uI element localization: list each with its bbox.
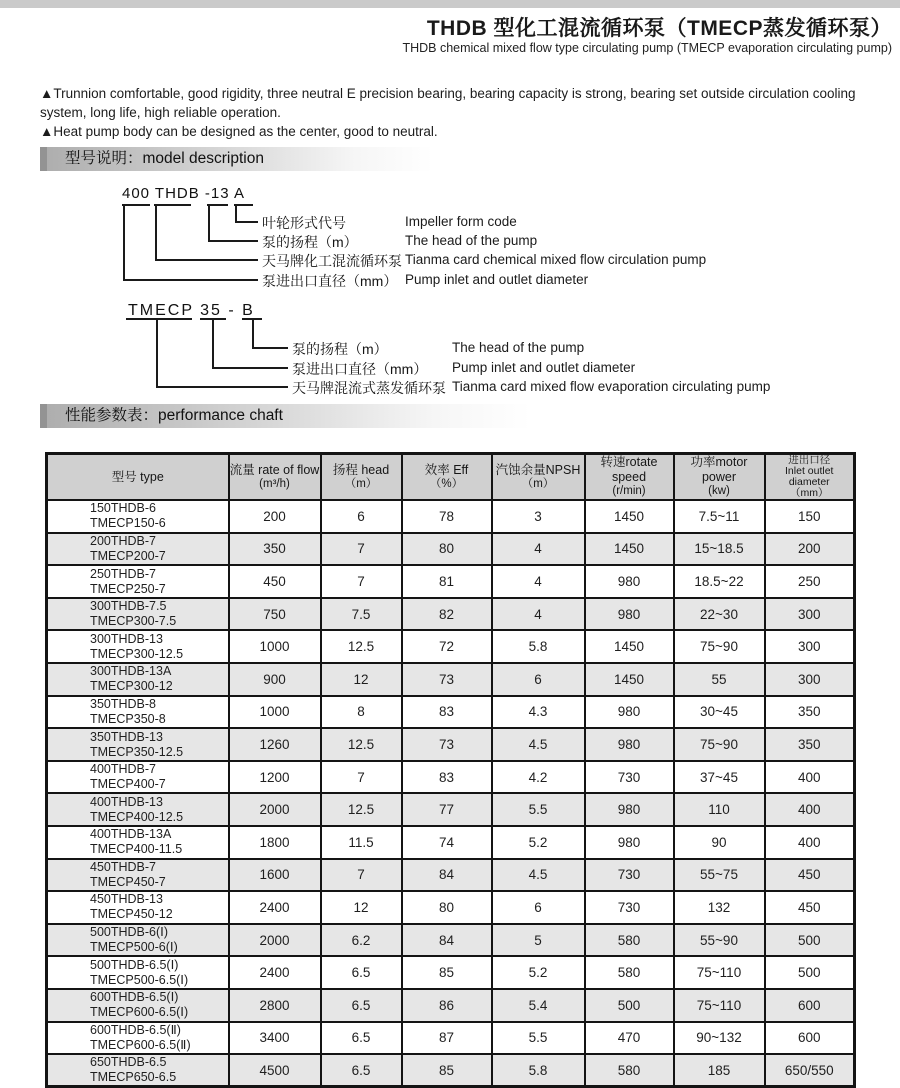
pump-type-cell: 300THDB-13A TMECP300-12	[47, 663, 229, 696]
value-cell: 980	[585, 565, 674, 598]
value-cell: 4	[492, 598, 585, 631]
performance-table	[45, 452, 856, 1088]
value-cell: 470	[585, 1022, 674, 1055]
value-cell: 980	[585, 598, 674, 631]
pump-type-cell: 350THDB-13 TMECP350-12.5	[47, 728, 229, 761]
pump-type-cell: 250THDB-7 TMECP250-7	[47, 565, 229, 598]
value-cell: 1450	[585, 630, 674, 663]
value-cell: 37~45	[674, 761, 765, 794]
feature-bullet-2: ▲Heat pump body can be designed as the center, good to neutral.	[40, 124, 438, 139]
value-cell: 450	[765, 891, 855, 924]
value-cell: 400	[765, 761, 855, 794]
value-cell: 500	[765, 924, 855, 957]
value-cell: 1260	[229, 728, 321, 761]
value-cell: 12	[321, 891, 402, 924]
value-cell: 3	[492, 500, 585, 533]
table-row	[47, 793, 855, 826]
value-cell: 2800	[229, 989, 321, 1022]
pump-type-cell: 600THDB-6.5(Ⅱ) TMECP600-6.5(Ⅱ)	[47, 1022, 229, 1055]
table-row	[47, 728, 855, 761]
value-cell: 73	[402, 728, 492, 761]
value-cell: 2000	[229, 924, 321, 957]
diagram-label-en: The head of the pump	[452, 340, 585, 355]
table-row	[47, 630, 855, 663]
value-cell: 5.8	[492, 630, 585, 663]
pump-type-cell: 300THDB-7.5 TMECP300-7.5	[47, 598, 229, 631]
diagram-label-en: Tianma card mixed flow evaporation circulating pump	[452, 379, 771, 394]
pump-type-cell: 450THDB-7 TMECP450-7	[47, 859, 229, 892]
value-cell: 450	[765, 859, 855, 892]
table-row	[47, 924, 855, 957]
value-cell: 75~110	[674, 989, 765, 1022]
value-cell: 3400	[229, 1022, 321, 1055]
value-cell: 580	[585, 1054, 674, 1087]
value-cell: 85	[402, 956, 492, 989]
value-cell: 12.5	[321, 630, 402, 663]
value-cell: 600	[765, 1022, 855, 1055]
model-code-thdb: 400 THDB -13 A	[122, 185, 245, 202]
value-cell: 85	[402, 1054, 492, 1087]
section-header-model-description: 型号说明：model description	[40, 147, 433, 171]
value-cell: 72	[402, 630, 492, 663]
value-cell: 350	[229, 533, 321, 566]
value-cell: 6.5	[321, 989, 402, 1022]
value-cell: 7	[321, 565, 402, 598]
value-cell: 300	[765, 630, 855, 663]
value-cell: 4500	[229, 1054, 321, 1087]
value-cell: 7	[321, 533, 402, 566]
pump-type-cell: 400THDB-13A TMECP400-11.5	[47, 826, 229, 859]
column-header-head: 扬程 head （m）	[321, 454, 402, 501]
diagram-label-cn: 泵进出口直径（mm）	[262, 273, 398, 289]
value-cell: 7	[321, 761, 402, 794]
table-row	[47, 761, 855, 794]
table-row	[47, 598, 855, 631]
value-cell: 7	[321, 859, 402, 892]
value-cell: 83	[402, 696, 492, 729]
value-cell: 1000	[229, 630, 321, 663]
model-code-diagram-thdb	[0, 185, 900, 297]
value-cell: 5.5	[492, 793, 585, 826]
table-row	[47, 500, 855, 533]
pump-type-cell: 650THDB-6.5 TMECP650-6.5	[47, 1054, 229, 1087]
value-cell: 12.5	[321, 793, 402, 826]
value-cell: 7.5~11	[674, 500, 765, 533]
table-row	[47, 663, 855, 696]
value-cell: 1600	[229, 859, 321, 892]
value-cell: 30~45	[674, 696, 765, 729]
diagram-label-cn: 泵的扬程（m）	[292, 341, 388, 357]
value-cell: 5.8	[492, 1054, 585, 1087]
value-cell: 900	[229, 663, 321, 696]
value-cell: 6.2	[321, 924, 402, 957]
value-cell: 5.5	[492, 1022, 585, 1055]
value-cell: 980	[585, 826, 674, 859]
value-cell: 6.5	[321, 956, 402, 989]
diagram-label-cn: 泵进出口直径（mm）	[292, 361, 428, 377]
value-cell: 81	[402, 565, 492, 598]
value-cell: 78	[402, 500, 492, 533]
value-cell: 8	[321, 696, 402, 729]
value-cell: 600	[765, 989, 855, 1022]
value-cell: 6	[321, 500, 402, 533]
table-row	[47, 1054, 855, 1087]
value-cell: 4.2	[492, 761, 585, 794]
value-cell: 580	[585, 924, 674, 957]
value-cell: 6.5	[321, 1022, 402, 1055]
column-header-flow: 流量 rate of flow (m³/h)	[229, 454, 321, 501]
value-cell: 73	[402, 663, 492, 696]
diagram-label-en: Pump inlet and outlet diameter	[405, 272, 589, 287]
value-cell: 650/550	[765, 1054, 855, 1087]
value-cell: 200	[229, 500, 321, 533]
pump-type-cell: 600THDB-6.5(Ⅰ) TMECP600-6.5(Ⅰ)	[47, 989, 229, 1022]
value-cell: 580	[585, 956, 674, 989]
column-header-diameter: 进出口径 Inlet outlet diameter （mm）	[765, 454, 855, 501]
value-cell: 450	[229, 565, 321, 598]
value-cell: 200	[765, 533, 855, 566]
value-cell: 300	[765, 598, 855, 631]
value-cell: 77	[402, 793, 492, 826]
value-cell: 1450	[585, 533, 674, 566]
value-cell: 12.5	[321, 728, 402, 761]
diagram-label-en: Tianma card chemical mixed flow circulation pump	[405, 252, 707, 267]
value-cell: 74	[402, 826, 492, 859]
table-row	[47, 859, 855, 892]
value-cell: 83	[402, 761, 492, 794]
column-header-power: 功率motor power (kw)	[674, 454, 765, 501]
value-cell: 2400	[229, 891, 321, 924]
value-cell: 75~90	[674, 728, 765, 761]
value-cell: 750	[229, 598, 321, 631]
table-row	[47, 533, 855, 566]
section-header-performance: 性能参数表：performance chaft	[40, 404, 531, 428]
value-cell: 730	[585, 859, 674, 892]
feature-bullets	[40, 84, 872, 141]
pump-type-cell: 500THDB-6.5(Ⅰ) TMECP500-6.5(Ⅰ)	[47, 956, 229, 989]
value-cell: 75~90	[674, 630, 765, 663]
value-cell: 730	[585, 761, 674, 794]
pump-type-cell: 150THDB-6 TMECP150-6	[47, 500, 229, 533]
diagram-label-en: Impeller form code	[405, 214, 517, 229]
diagram-label-cn: 天马牌混流式蒸发循环泵	[292, 380, 446, 396]
value-cell: 980	[585, 728, 674, 761]
value-cell: 730	[585, 891, 674, 924]
table-header-row	[47, 454, 855, 501]
value-cell: 55~75	[674, 859, 765, 892]
value-cell: 80	[402, 533, 492, 566]
value-cell: 4	[492, 565, 585, 598]
value-cell: 5.2	[492, 956, 585, 989]
page-subtitle: THDB chemical mixed flow type circulating pump (TMECP evaporation circulating pump)	[402, 41, 892, 55]
value-cell: 18.5~22	[674, 565, 765, 598]
value-cell: 55	[674, 663, 765, 696]
model-code-diagram-tmecp	[0, 302, 900, 402]
column-header-eff: 效率 Eff （%）	[402, 454, 492, 501]
value-cell: 4.5	[492, 728, 585, 761]
feature-bullet-1: ▲Trunnion comfortable, good rigidity, three neutral E precision bearing, bearing capacity is strong, bearing set outside circulation cooling system, long life, high reliable operation.	[40, 86, 856, 120]
table-row	[47, 989, 855, 1022]
value-cell: 1450	[585, 663, 674, 696]
table-row	[47, 956, 855, 989]
value-cell: 6.5	[321, 1054, 402, 1087]
pump-type-cell: 300THDB-13 TMECP300-12.5	[47, 630, 229, 663]
value-cell: 90	[674, 826, 765, 859]
value-cell: 4.5	[492, 859, 585, 892]
value-cell: 150	[765, 500, 855, 533]
pump-type-cell: 350THDB-8 TMECP350-8	[47, 696, 229, 729]
value-cell: 2000	[229, 793, 321, 826]
value-cell: 5.2	[492, 826, 585, 859]
pump-type-cell: 450THDB-13 TMECP450-12	[47, 891, 229, 924]
page-title: THDB 型化工混流循环泵（TMECP蒸发循环泵）	[426, 17, 892, 40]
value-cell: 350	[765, 696, 855, 729]
value-cell: 1200	[229, 761, 321, 794]
value-cell: 1450	[585, 500, 674, 533]
value-cell: 500	[765, 956, 855, 989]
value-cell: 5	[492, 924, 585, 957]
column-header-npsh: 汽蚀余量NPSH （m）	[492, 454, 585, 501]
value-cell: 1800	[229, 826, 321, 859]
value-cell: 300	[765, 663, 855, 696]
pump-type-cell: 500THDB-6(Ⅰ) TMECP500-6(Ⅰ)	[47, 924, 229, 957]
value-cell: 400	[765, 826, 855, 859]
diagram-label-en: Pump inlet and outlet diameter	[452, 360, 636, 375]
value-cell: 22~30	[674, 598, 765, 631]
value-cell: 87	[402, 1022, 492, 1055]
diagram-label-cn: 天马牌化工混流循环泵	[262, 253, 402, 269]
table-row	[47, 1022, 855, 1055]
value-cell: 80	[402, 891, 492, 924]
value-cell: 90~132	[674, 1022, 765, 1055]
model-code-tmecp: TMECP 35 - B	[128, 302, 255, 319]
value-cell: 1000	[229, 696, 321, 729]
value-cell: 980	[585, 696, 674, 729]
pump-type-cell: 200THDB-7 TMECP200-7	[47, 533, 229, 566]
value-cell: 7.5	[321, 598, 402, 631]
page-top-band	[0, 0, 900, 8]
value-cell: 6	[492, 891, 585, 924]
diagram-label-cn: 叶轮形式代号	[262, 215, 346, 231]
value-cell: 55~90	[674, 924, 765, 957]
value-cell: 4	[492, 533, 585, 566]
value-cell: 2400	[229, 956, 321, 989]
table-row	[47, 826, 855, 859]
value-cell: 980	[585, 793, 674, 826]
value-cell: 84	[402, 924, 492, 957]
value-cell: 350	[765, 728, 855, 761]
table-row	[47, 565, 855, 598]
table-row	[47, 696, 855, 729]
value-cell: 6	[492, 663, 585, 696]
value-cell: 75~110	[674, 956, 765, 989]
value-cell: 185	[674, 1054, 765, 1087]
pump-type-cell: 400THDB-7 TMECP400-7	[47, 761, 229, 794]
value-cell: 11.5	[321, 826, 402, 859]
value-cell: 86	[402, 989, 492, 1022]
value-cell: 250	[765, 565, 855, 598]
value-cell: 5.4	[492, 989, 585, 1022]
diagram-label-en: The head of the pump	[405, 233, 538, 248]
column-header-speed: 转速rotate speed (r/min)	[585, 454, 674, 501]
value-cell: 400	[765, 793, 855, 826]
value-cell: 4.3	[492, 696, 585, 729]
value-cell: 15~18.5	[674, 533, 765, 566]
value-cell: 132	[674, 891, 765, 924]
value-cell: 110	[674, 793, 765, 826]
column-header-type: 型号 type	[47, 454, 229, 501]
value-cell: 500	[585, 989, 674, 1022]
table-row	[47, 891, 855, 924]
value-cell: 82	[402, 598, 492, 631]
pump-type-cell: 400THDB-13 TMECP400-12.5	[47, 793, 229, 826]
diagram-label-cn: 泵的扬程（m）	[262, 234, 358, 250]
value-cell: 12	[321, 663, 402, 696]
value-cell: 84	[402, 859, 492, 892]
